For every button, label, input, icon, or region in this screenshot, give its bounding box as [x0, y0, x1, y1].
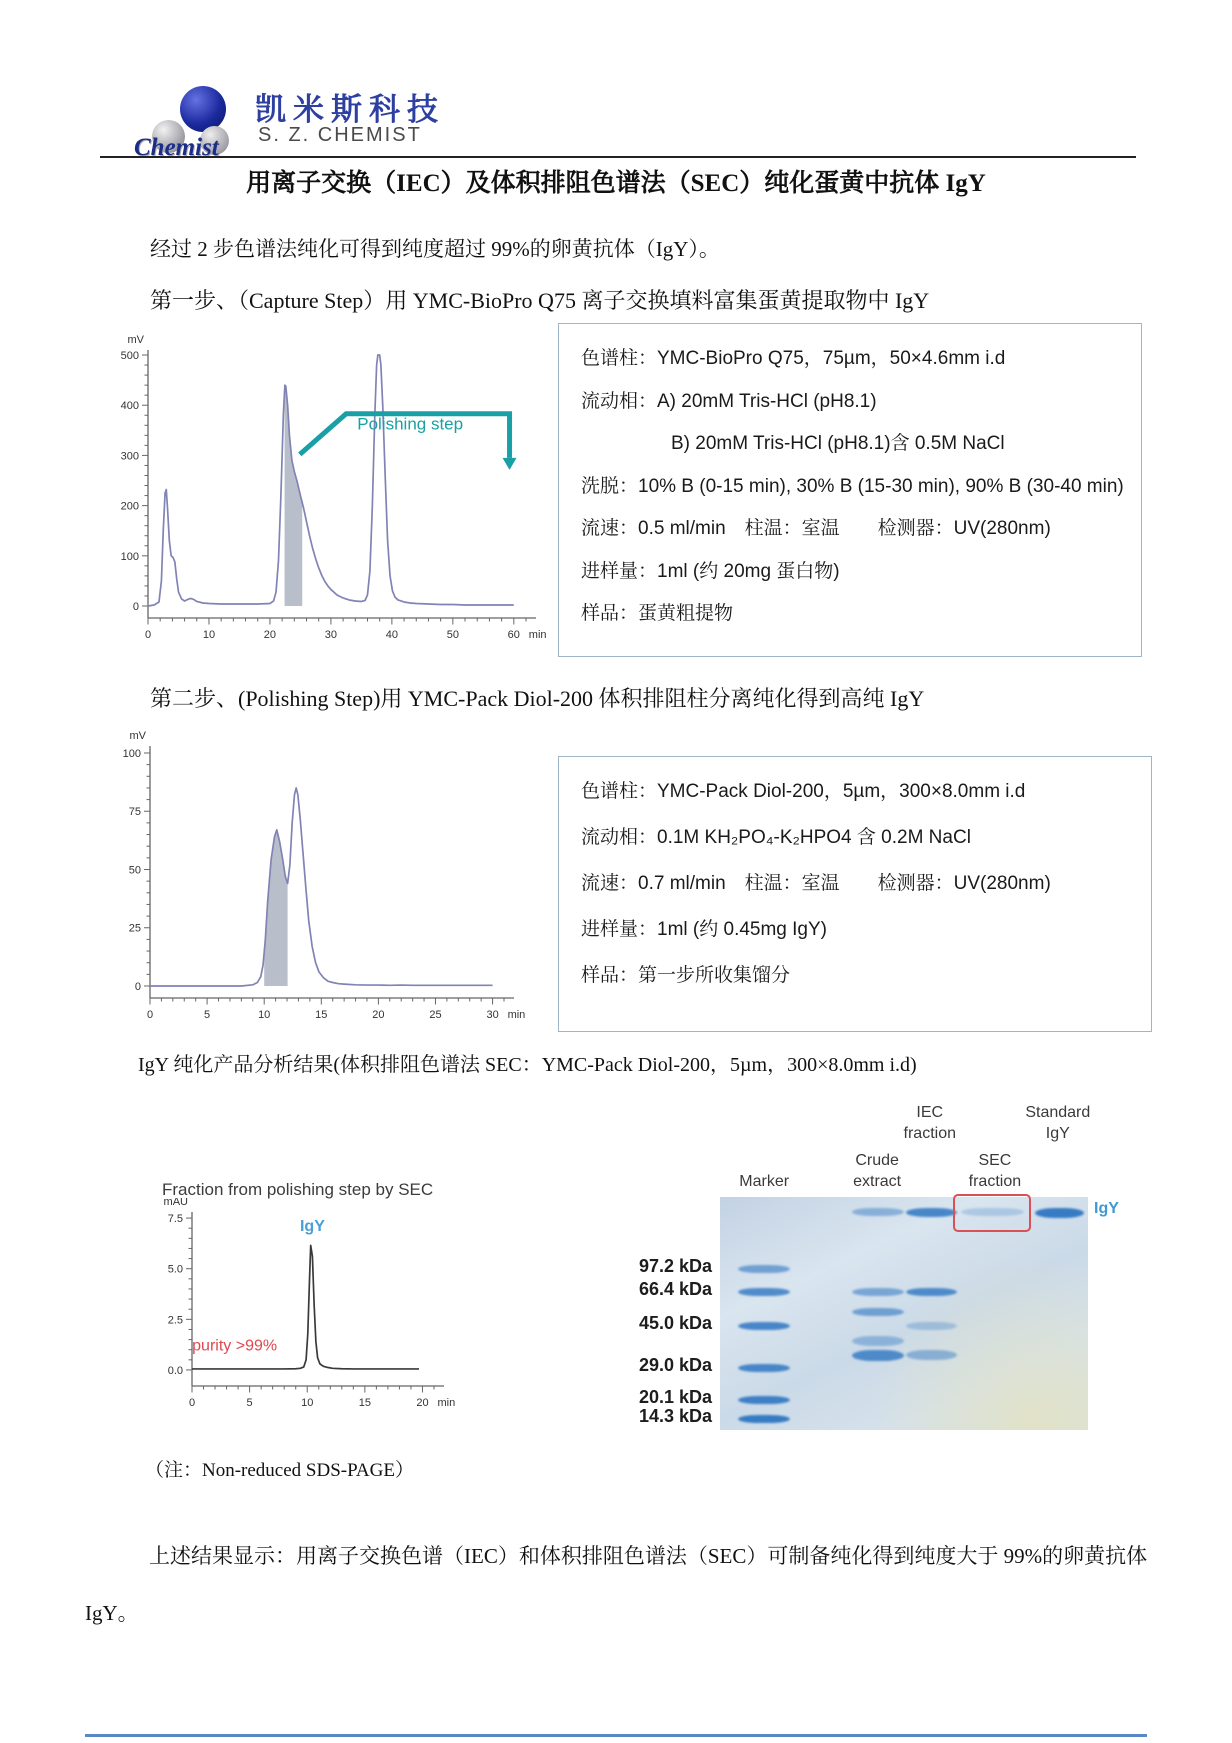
spec-line: 流动相：0.1M KH₂PO₄-K₂HPO4 含 0.2M NaCl: [581, 827, 971, 848]
kda-label: 45.0 kDa: [638, 1313, 712, 1333]
svg-text:300: 300: [120, 450, 139, 463]
gel-band-iec: [906, 1350, 958, 1360]
gel-lane-label: Crude extract: [853, 1152, 902, 1190]
gel-band-crude: [852, 1336, 904, 1346]
gel-band-marker: [738, 1396, 790, 1404]
igy-band-label: IgY: [1094, 1200, 1119, 1217]
svg-text:mV: mV: [129, 730, 146, 742]
conclusion-paragraph: 上述结果显示：用离子交换色谱（IEC）和体积排阻色谱法（SEC）可制备纯化得到纯度大于 99%的卵黄抗体 IgY。: [85, 1544, 1148, 1625]
svg-text:20: 20: [416, 1397, 429, 1409]
svg-text:40: 40: [385, 629, 398, 641]
gel-lane-label: IEC fraction: [903, 1104, 956, 1142]
svg-text:400: 400: [120, 400, 139, 413]
gel-band-iec: [906, 1288, 958, 1296]
page-title: 用离子交换（IEC）及体积排阻色谱法（SEC）纯化蛋黄中抗体 IgY: [246, 170, 986, 197]
svg-text:0: 0: [132, 601, 139, 613]
svg-text:2.5: 2.5: [167, 1314, 183, 1327]
gel-image: [720, 1197, 1088, 1430]
gel-band-marker: [738, 1322, 790, 1330]
spec-line: 流速：0.7 ml/min 柱温：室温 检测器：UV(280nm): [581, 873, 1051, 894]
iec-chromatogram: [104, 326, 560, 656]
iec-conditions-box: [558, 323, 1142, 657]
spec-line: 洗脱：10% B (0-15 min), 30% B (15-30 min), 90% B (30-40 min): [581, 475, 1124, 497]
kda-label: 20.1 kDa: [638, 1387, 712, 1407]
gel-band-crude: [852, 1288, 904, 1296]
svg-text:200: 200: [120, 500, 139, 513]
logo-icon: [134, 82, 248, 167]
analysis-heading: IgY 纯化产品分析结果(体积排阻色谱法 SEC：YMC-Pack Diol-200，5µm，300×8.0mm i.d): [138, 1054, 917, 1076]
kda-label: 29.0 kDa: [638, 1355, 712, 1375]
svg-text:20: 20: [263, 629, 277, 641]
svg-text:7.5: 7.5: [167, 1213, 183, 1226]
sec-conditions-box: [558, 756, 1152, 1032]
svg-text:50: 50: [446, 629, 459, 641]
logo-script-text: Chemist: [134, 134, 219, 161]
svg-text:IgY: IgY: [299, 1218, 325, 1236]
svg-text:min: min: [507, 1009, 526, 1021]
gel-band-marker: [738, 1265, 790, 1273]
spec-line: 进样量：1ml (约 0.45mg IgY): [581, 919, 827, 940]
brand-name-chinese: 凯米斯科技: [255, 92, 445, 127]
svg-text:0.0: 0.0: [167, 1364, 183, 1377]
spec-line: 色谱柱：YMC-Pack Diol-200，5µm，300×8.0mm i.d: [581, 781, 1026, 802]
svg-text:50: 50: [128, 864, 141, 877]
logo-sphere-blue: [180, 86, 226, 132]
sec-polishing-chromatogram: [92, 726, 542, 1032]
kda-label: 14.3 kDa: [638, 1406, 712, 1426]
svg-text:10: 10: [202, 629, 216, 641]
svg-text:0: 0: [188, 1397, 196, 1409]
svg-text:75: 75: [128, 806, 141, 819]
svg-text:100: 100: [120, 550, 139, 563]
step1-heading: 第一步、（Capture Step）用 YMC-BioPro Q75 离子交换填料富集蛋黄提取物中 IgY: [150, 288, 930, 313]
gel-lane-label: SEC fraction: [968, 1152, 1022, 1190]
svg-text:15: 15: [358, 1397, 371, 1409]
svg-text:5: 5: [246, 1397, 253, 1409]
svg-text:0: 0: [134, 981, 141, 993]
header-divider: [100, 156, 1136, 158]
gel-band-marker: [738, 1288, 790, 1296]
kda-label: 97.2 kDa: [638, 1256, 712, 1276]
svg-text:25: 25: [128, 922, 141, 935]
svg-text:Polishing step: Polishing step: [357, 414, 464, 434]
svg-text:500: 500: [120, 350, 139, 363]
sec-analysis-title: Fraction from polishing step by SEC: [162, 1180, 434, 1199]
spec-line: 样品：蛋黄粗提物: [581, 603, 734, 624]
gel-band-iec: [906, 1322, 958, 1330]
gel-note: （注：Non-reduced SDS-PAGE）: [145, 1460, 414, 1481]
sec-analysis-chromatogram: [140, 1198, 472, 1416]
spec-line: B) 20mM Tris-HCl (pH8.1)含 0.5M NaCl: [671, 433, 1005, 454]
spec-line: 流速：0.5 ml/min 柱温：室温 检测器：UV(280nm): [581, 518, 1051, 539]
gel-band-marker: [738, 1364, 790, 1372]
svg-text:60: 60: [507, 629, 520, 641]
svg-text:0: 0: [144, 629, 152, 641]
intro-paragraph: 经过 2 步色谱法纯化可得到纯度超过 99%的卵黄抗体（IgY）。: [150, 237, 720, 261]
gel-lane-label: Marker: [739, 1173, 790, 1190]
sec-fraction-highlight-box: [953, 1194, 1031, 1232]
gel-band-crude: [852, 1208, 904, 1216]
gel-band-marker: [738, 1415, 790, 1423]
svg-text:purity >99%: purity >99%: [192, 1337, 278, 1355]
brand-name-english: S. Z. CHEMIST: [258, 124, 422, 146]
gel-lane-label: Standard IgY: [1025, 1104, 1091, 1142]
gel-band-crude: [852, 1350, 904, 1361]
svg-text:5: 5: [204, 1009, 211, 1021]
kda-label: 66.4 kDa: [638, 1279, 712, 1299]
footer-line: [85, 1734, 1147, 1737]
svg-text:100: 100: [122, 747, 141, 760]
svg-text:mAU: mAU: [163, 1198, 188, 1208]
gel-band-crude: [852, 1308, 904, 1316]
svg-text:30: 30: [486, 1009, 499, 1021]
svg-text:10: 10: [258, 1009, 271, 1021]
svg-text:5.0: 5.0: [167, 1263, 183, 1276]
svg-text:min: min: [528, 629, 547, 641]
svg-text:min: min: [437, 1397, 456, 1409]
spec-line: 样品：第一步所收集馏分: [581, 965, 791, 986]
svg-text:15: 15: [315, 1009, 328, 1021]
gel-band-std: [1035, 1208, 1084, 1218]
step2-heading: 第二步、(Polishing Step)用 YMC-Pack Diol-200 体积排阻柱分离纯化得到高纯 IgY: [150, 686, 925, 711]
spec-line: 进样量：1ml (约 20mg 蛋白物): [581, 560, 840, 582]
svg-text:0: 0: [146, 1009, 154, 1021]
svg-text:30: 30: [324, 629, 338, 641]
svg-text:25: 25: [429, 1009, 442, 1021]
svg-text:20: 20: [372, 1009, 385, 1021]
svg-text:mV: mV: [127, 334, 144, 346]
svg-text:10: 10: [301, 1397, 314, 1409]
gel-band-iec: [906, 1208, 958, 1217]
spec-line: 流动相：A) 20mM Tris-HCl (pH8.1): [581, 390, 877, 412]
spec-line: 色谱柱：YMC-BioPro Q75，75µm，50×4.6mm i.d: [581, 348, 1006, 369]
